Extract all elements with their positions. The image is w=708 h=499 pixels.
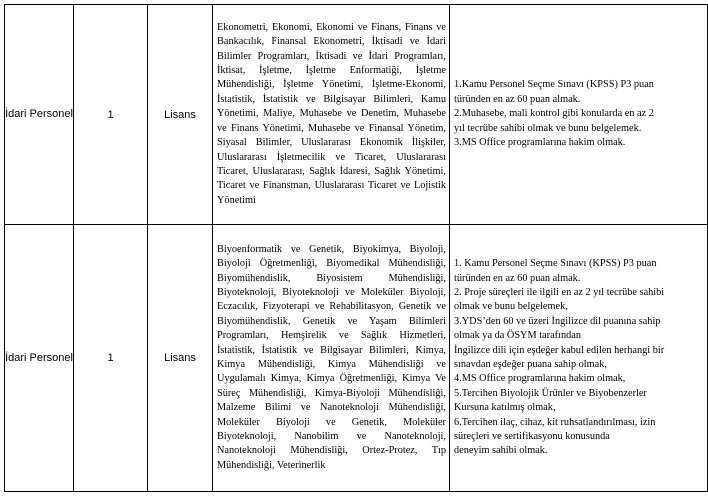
requirement-item: 5.Tercihen Biyolojik Ürünler ve Biyobenzerler Kursuna katılmış olmak, (454, 387, 647, 414)
education-cell: Lisans (148, 5, 213, 225)
table-row (5, 5, 708, 225)
requirement-item: 3.YDS’den 60 ve üzeri İngilizce dil puanına sahip olmak ya da ÖSYM tarafından İngilizce dili için eşdeğer kabul edilen herhangi bir sınavdan eşdeğer puana sahip olmak, (454, 315, 665, 370)
requirements-cell (450, 5, 708, 225)
departments-cell: Biyoenformatik ve Genetik, Biyokimya, Biyoloji, Biyoloji Öğretmenliği, Biyomedikal Mühendisliği, Biyomühendislik, Biyosistem Mühendisliği, Biyoteknoloji, Biyoteknoloji ve Moleküler Biyoloji, Eczacılık, Fizyoterapi ve Rehabilitasyon, Genetik ve Biyomühendislik, Genetik ve Yaşam Bilimleri Programları, Hemşirelik ve Sağlık Hizmetleri, İstatistik, İstatistik ve Bilgisayar Bilimleri, Kimya, Kimya Mühendisliği, Kimya Mühendisliği ve Uygulamalı Kimya, Kimya Öğretmenliği, Kimya Ve Süreç Mühendisliği, Kimya-Biyoloji Mühendisliği, Malzeme Bilimi ve Nanoteknoloji Mühendisliği, Moleküler Biyoloji ve Genetik, Moleküler Biyoteknoloji, Nanobilim ve Nanoteknoloji, Nanoteknoloji Mühendisliği, Ortez-Protez, Tıp Mühendisliği, Veterinerlik (213, 225, 450, 492)
requirement-item: 1. Kamu Personel Seçme Sınavı (KPSS) P3 puan türünden en az 60 puan almak. (454, 258, 657, 284)
requirement-item: 1.Kamu Personel Seçme Sınavı (KPSS) P3 puan türünden en az 60 puan almak. (454, 79, 654, 105)
departments-cell: Ekonometri, Ekonomi, Ekonomi ve Finans, Finans ve Bankacılık, Finansal Ekonometri, İktisadi ve İdari Bilimler Programları, İktisadi ve İdari Programları, İktisat, İşletme, İşletme Enformatiği, İşletme Mühendisliği, İşletme Yönetimi, İşletme-Ekonomi, İstatistik, İstatistik ve Bilgisayar Bilimleri, Kamu Yönetimi, Maliye, Muhasebe ve Denetim, Muhasebe ve Finans Yönetimi, Muhasebe ve Finansal Yönetim, Siyasal Bilimler, Uluslararası Ekonomik İlişkiler, Uluslararası İşletmecilik ve Ticaret, Uluslararası Ticaret, Uluslararası, Sağlık İdaresi, Sağlık Yönetimi, Ticaret ve Finansman, Uluslararası Ticaret ve Lojistik Yönetimi (213, 5, 450, 225)
position-cell: İdari Personel (5, 5, 74, 225)
requirements-cell (450, 225, 708, 492)
requirement-item: 6.Tercihen ilaç, cihaz, kit ruhsatlandırılması, izin süreçleri ve sertifikasyonu konusunda deneyim sahibi olmak. (454, 416, 656, 457)
positions-table (4, 4, 708, 492)
requirement-item: 3.MS Office programlarına hakim olmak. (454, 137, 626, 149)
education-cell: Lisans (148, 225, 213, 492)
count-cell: 1 (74, 225, 148, 492)
count-cell: 1 (74, 5, 148, 225)
requirement-item: 4.MS Office programlarına hakim olmak, (454, 373, 626, 385)
requirement-item: 2.Muhasebe, mali kontrol gibi konularda en az 2 yıl tecrübe sahibi olmak ve bunu belgelemek. (454, 108, 654, 134)
table-row (5, 225, 708, 492)
position-cell: İdari Personel (5, 225, 74, 492)
requirement-item: 2. Proje süreçleri ile ilgili en az 2 yıl tecrübe sahibi olmak ve bunu belgelemek, (454, 286, 665, 313)
